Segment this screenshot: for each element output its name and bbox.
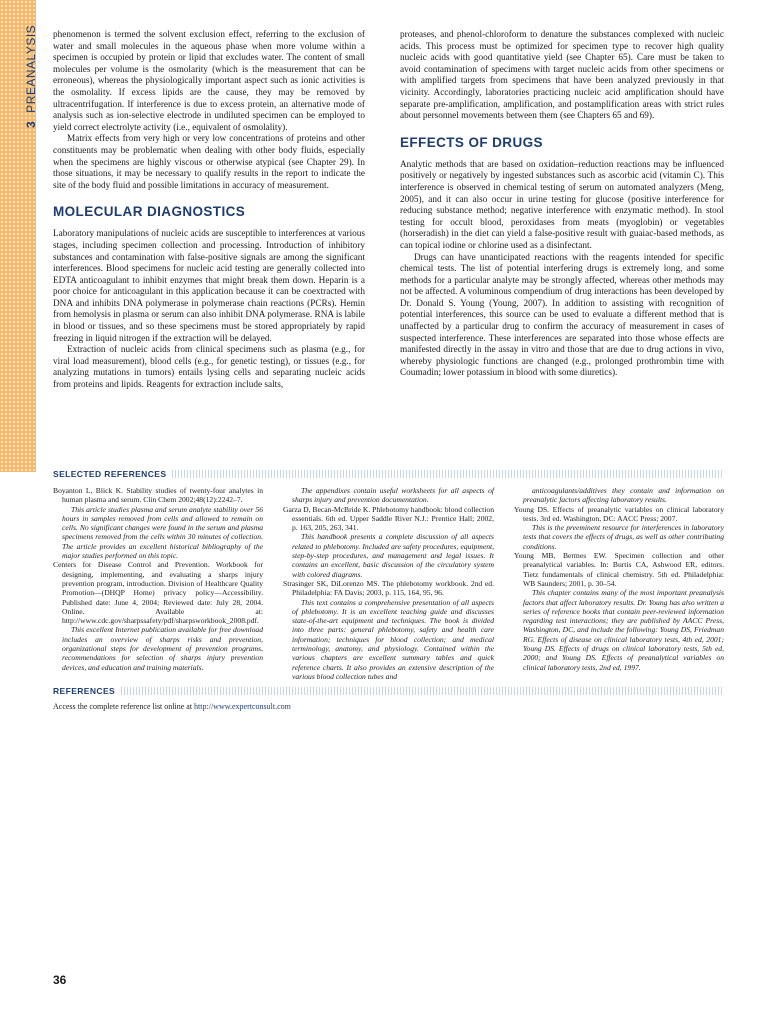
- reference-annotation: anticoagulants/additives they contain and information on preanalytic factors affecting laboratory results.: [523, 486, 724, 505]
- reference-annotation: This is the preeminent resource for interferences in laboratory tests that covers the effects of drugs, as well as other contributing conditions.: [523, 523, 724, 551]
- selected-references-header: [53, 469, 724, 479]
- references-column-3: [514, 486, 724, 672]
- reference-annotation: This text contains a comprehensive presentation of all aspects of phlebotomy. It is an excellent teaching guide and discusses state-of-the-art equipment and techniques. The book is divided into three parts: general phlebotomy, safety and health care information; techniques for blood collection; and medical terminology, anatomy, and physiology. Contained within the various chapters are excellent summary tables and quick reference charts. It also provides an extensive description of the various blood collection tubes and: [292, 597, 494, 681]
- reference-annotation: This excellent Internet publication available for free download includes an overview of sharps risks and prevention, organizational steps for development of prevention programs, recommendations for selection of sharps injury prevention devices, and education and training materials.: [62, 625, 263, 672]
- chapter-side-tab: [0, 0, 36, 472]
- paragraph: Drugs can have unanticipated reactions with the reagents intended for specific chemical tests. The list of potential interfering drugs is extremely long, and some methods for a particular analyte may be strongly affected, whereas other methods may not be affected. A voluminous compendium of drug interactions has been developed by Dr. Donald S. Young (Young, 2007). In addition to assisting with recognition of potential interferences, this source can be used to evaluate a different method that is unaffected by a particular drug to confirm the accuracy of measurement in cases of suspected interference. These interferences are separated into those whose effects are manifested directly in the assay in vitro and those that are due to drug actions in vivo, whereby physiologic functions are changed (e.g., prolonged prothrombin time with Coumadin; lower potassium in blood with some diuretics).: [400, 252, 724, 379]
- left-column: [53, 30, 365, 392]
- reference-citation: Young MB, Bermes EW. Specimen collection and other preanalytical variables. In: Burtis CA, Ashwood ER, editors. Tietz fundamentals of clinical chemistry. 5th ed. Philadelphia: WB Saunders; 2001, p. 30–54.: [514, 551, 724, 588]
- reference-annotation: The appendixes contain useful worksheets for all aspects of sharps injury and prevention documentation.: [292, 486, 494, 505]
- reference-citation: Boyanton L, Blick K. Stability studies of twenty-four analytes in human plasma and serum. Clin Chem 2002;48(12):2242–7.: [53, 486, 263, 505]
- reference-annotation: This chapter contains many of the most important preanalysis factors that affect laboratory results. Dr. Young has also written a series of reference books that contain peer-reviewed information regarding test interactions; they are published by AACC Press, Washington, DC, and include the following: Young DS, Friedman RG. Effects of disease on clinical laboratory tests, 4th ed, 2001; Young DS. Effects of drugs on clinical laboratory tests, 5th ed, 2000; and Young DS. Effects of preanalytical variables on clinical laboratory tests, 2nd ed, 1997.: [523, 588, 724, 672]
- page-number: 36: [53, 973, 67, 987]
- reference-citation: Strasinger SK, DiLorenzo MS. The phlebotomy workbook. 2nd ed. Philadelphia: FA Davis; 2003, p. 115, 164, 95, 96.: [283, 578, 494, 598]
- paragraph: Extraction of nucleic acids from clinical specimens such as plasma (e.g., for viral load measurement), blood cells (e.g., for genetic testing), or tissues (e.g., for analyzing mutations in tumors) entails lysing cells and separating nucleic acids from proteins and lipids. Reagents for extraction include salts,: [53, 345, 365, 391]
- references-header: [53, 686, 724, 696]
- chapter-title: PREANALYSIS: [24, 24, 38, 113]
- section-heading-effects-of-drugs: EFFECTS OF DRUGS: [400, 134, 543, 150]
- reference-citation: Young DS. Effects of preanalytic variables on clinical laboratory tests. 3rd ed. Washington, DC: AACC Press; 2007.: [514, 504, 724, 523]
- reference-annotation: This handbook presents a complete discussion of all aspects related to phlebotomy. Included are safety procedures, equipment, step-by-step procedures, and management and legal issues. It contains an excellent, basic discussion of the circulatory system with colored diagrams.: [292, 532, 494, 579]
- paragraph: phenomenon is termed the solvent exclusion effect, referring to the exclusion of water and small molecules in the aqueous phase when more volume within a specimen is occupied by protein or lipid that excludes water. The content of small molecules per volume is the osmolarity (which is the measurement that can be erroneous), whereas the physiologically important aspect such as ionic activities is the osmolality. If excess lipids are the cause, they may be removed by ultracentrifugation. If interference is due to excess protein, an alternative mode of analysis such as ion-selective electrode in undiluted specimen can be employed to yield correct electrolyte activity (i.e., equivalent of osmolality).: [53, 30, 365, 133]
- expertconsult-link[interactable]: http://www.expertconsult.com: [194, 702, 291, 711]
- references-column-2: [283, 486, 494, 681]
- paragraph: Analytic methods that are based on oxidation–reduction reactions may be influenced positively or negatively by ingested substances such as ascorbic acid (vitamin C). This interference is observed in chemical testing of serum on automated analyzers (Meng, 2005), and it can also occur in urine testing for glucose (positive interference for reducing substance method; negative interference with enzymatic method). In stool testing for occult blood, peroxidases from meats (myoglobin) or vegetables (horseradish) in the diet can yield a false-positive result with guaiac-based methods, as can topical iodine or chlorine used as a disinfectant.: [400, 159, 724, 251]
- chapter-side-label: [24, 25, 38, 128]
- header-rule: [121, 687, 724, 695]
- paragraph: Laboratory manipulations of nucleic acids are susceptible to interferences at various stages, including specimen collection and processing. Introduction of inhibitory substances and contamination with false-positive signals are among the significant interferences. Blood specimens for nucleic acid testing are generally collected into EDTA anticoagulant to inhibit enzymes that might break them down. Heparin is a poor choice for anticoagulant in this application because it can be coextracted with DNA and inhibits DNA polymerase in polymerase chain reactions (PCRs). Hemin from hemolysis in plasma or serum can also inhibit DNA polymerase. RNA is labile in blood or tissues, and so these specimens must be stored appropriately by rapid freezing in liquid nitrogen if the extraction will be delayed.: [53, 229, 365, 344]
- reference-annotation: This article studies plasma and serum analyte stability over 56 hours in samples removed from cells and allowed to remain on cells. No significant changes were found in the serum and plasma specimens removed from the cells within 30 minutes of collection. The article provides an excellent historical bibliography of the major studies performed on this topic.: [62, 504, 263, 561]
- section-heading-molecular-diagnostics: MOLECULAR DIAGNOSTICS: [53, 204, 246, 220]
- selected-references-title: SELECTED REFERENCES: [53, 469, 167, 479]
- references-access-line: [53, 702, 291, 711]
- right-column: [400, 30, 724, 380]
- reference-citation: Centers for Disease Control and Prevention. Workbook for designing, implementing, and evaluating a sharps injury prevention program, introduction. Division of Healthcare Quality Promotion—(DHQP Home) privacy policy—Accessibility. Published date: June 4, 2004; Reviewed date: July 28, 2004. Online. Available at: http://www.cdc.gov/sharpssafety/pdf/sharpsworkbook_2008.pdf.: [53, 560, 263, 626]
- reference-citation: Garza D, Becan-McBride K. Phlebotomy handbook: blood collection essentials. 6th ed. Upper Saddle River N.J.: Prentice Hall; 2002, p. 163, 205, 263, 341.: [283, 504, 494, 533]
- paragraph: Matrix effects from very high or very low concentrations of proteins and other constituents may be problematic when dealing with other body fluids, especially when the specimens are highly viscous or otherwise atypical (see Chapter 29). In those situations, it may be necessary to qualify results in the report to indicate the site of the body fluid and possible limitations in accuracy of measurement.: [53, 134, 365, 191]
- references-column-1: [53, 486, 263, 672]
- paragraph: proteases, and phenol-chloroform to denature the substances complexed with nucleic acids. This process must be optimized for specimen type to recover high quality nucleic acids with good quantitative yield (see Chapter 65). Care must be taken to avoid contamination of specimens with target nucleic acids from other specimens or with amplified targets from specimens that have been analyzed previously in that vicinity. Accordingly, laboratories practicing nucleic acid amplification should have separate pre-amplification, amplification, and postamplification areas with strict rules about personnel movements between them (see Chapters 65 and 69).: [400, 30, 724, 122]
- chapter-number: 3: [24, 120, 38, 128]
- header-rule: [172, 470, 724, 478]
- access-text: Access the complete reference list online at: [53, 702, 195, 711]
- references-title: REFERENCES: [53, 686, 116, 696]
